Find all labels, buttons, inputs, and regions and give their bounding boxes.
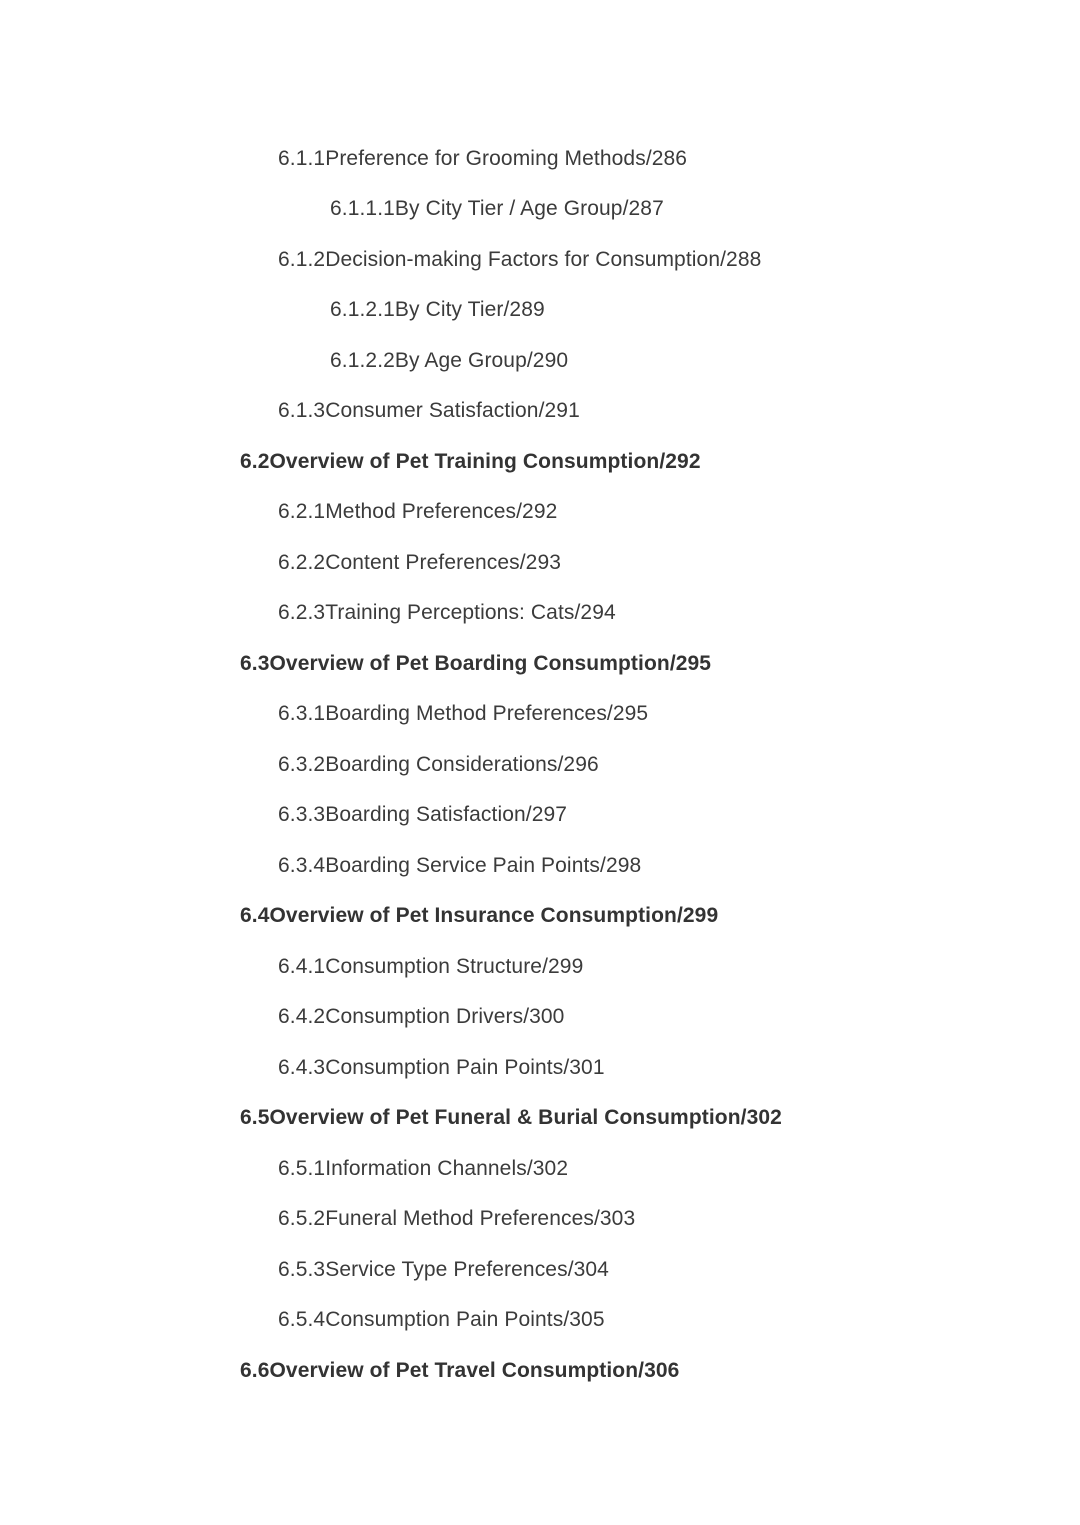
toc-entry-page: /295 xyxy=(606,702,649,726)
toc-entry-number: 6.2 xyxy=(240,449,270,473)
toc-entry-number: 6.5.4 xyxy=(278,1308,326,1332)
toc-entry-number: 6.5.3 xyxy=(278,1257,326,1281)
toc-entry xyxy=(240,285,1030,336)
toc-entry-title: By City Tier xyxy=(394,298,504,322)
toc-entry-title: Boarding Considerations xyxy=(325,752,558,776)
toc-entry-page: /296 xyxy=(557,752,599,776)
toc-entry xyxy=(240,1295,1030,1346)
toc-entry-page: /306 xyxy=(638,1358,680,1382)
toc-entry-title: Training Perceptions: Cats xyxy=(325,601,575,625)
toc-entry xyxy=(240,537,1030,588)
toc-entry-number: 6.1.2.2 xyxy=(330,348,395,372)
toc-entry-number: 6.5.2 xyxy=(278,1207,326,1231)
toc-entry-title: Consumer Satisfaction xyxy=(325,399,539,423)
toc-entry-title: Consumption Drivers xyxy=(325,1005,524,1029)
toc-entry-number: 6.6 xyxy=(240,1358,270,1382)
toc-entry-page: /287 xyxy=(622,197,664,221)
toc-entry-title: Consumption Structure xyxy=(325,954,543,978)
toc-entry-title: By City Tier / Age Group xyxy=(394,197,623,221)
toc-entry xyxy=(240,335,1030,386)
toc-entry-number: 6.1.2 xyxy=(278,247,326,271)
toc-entry-number: 6.3.4 xyxy=(278,853,326,877)
table-of-contents xyxy=(240,133,1030,1396)
toc-entry-page: /304 xyxy=(567,1257,609,1281)
toc-entry-title: Overview of Pet Funeral & Burial Consumption xyxy=(269,1106,741,1130)
toc-entry-number: 6.1.3 xyxy=(278,399,326,423)
toc-entry-number: 6.4.2 xyxy=(278,1005,326,1029)
toc-entry-title: By Age Group xyxy=(394,348,527,372)
toc-entry-number: 6.3.3 xyxy=(278,803,326,827)
toc-entry-title: Boarding Service Pain Points xyxy=(325,853,601,877)
toc-entry-number: 6.2.1 xyxy=(278,500,326,524)
toc-entry-page: /288 xyxy=(720,247,762,271)
toc-entry xyxy=(240,386,1030,437)
toc-entry-page: /303 xyxy=(593,1207,636,1231)
toc-entry xyxy=(240,739,1030,790)
toc-entry-title: Service Type Preferences xyxy=(325,1257,568,1281)
toc-entry-page: /290 xyxy=(526,348,569,372)
toc-entry-number: 6.2.3 xyxy=(278,601,326,625)
toc-entry-page: /299 xyxy=(676,904,719,928)
toc-entry-number: 6.4 xyxy=(240,904,270,928)
toc-entry-number: 6.3.2 xyxy=(278,752,326,776)
toc-entry xyxy=(240,487,1030,538)
toc-entry xyxy=(240,790,1030,841)
toc-entry-number: 6.1.1.1 xyxy=(330,197,395,221)
toc-entry-page: /294 xyxy=(574,601,616,625)
toc-entry-title: Decision-making Factors for Consumption xyxy=(325,247,721,271)
toc-entry-title: Information Channels xyxy=(325,1156,527,1180)
toc-entry-number: 6.5 xyxy=(240,1106,270,1130)
toc-entry-number: 6.4.1 xyxy=(278,954,326,978)
toc-entry-number: 6.2.2 xyxy=(278,550,326,574)
toc-entry xyxy=(240,234,1030,285)
toc-entry-title: Preference for Grooming Methods xyxy=(325,146,646,170)
toc-entry-page: /301 xyxy=(563,1055,605,1079)
toc-entry-number: 6.3.1 xyxy=(278,702,326,726)
toc-entry xyxy=(240,1042,1030,1093)
toc-entry xyxy=(240,184,1030,235)
toc-entry-number: 6.1.1 xyxy=(278,146,326,170)
toc-entry-page: /286 xyxy=(645,146,688,170)
toc-entry-page: /297 xyxy=(525,803,568,827)
toc-entry-title: Funeral Method Preferences xyxy=(325,1207,594,1231)
toc-entry-page: /292 xyxy=(516,500,558,524)
toc-entry xyxy=(240,1244,1030,1295)
toc-entry-page: /295 xyxy=(669,651,712,675)
toc-entry-title: Method Preferences xyxy=(325,500,517,524)
toc-entry xyxy=(240,992,1030,1043)
toc-entry xyxy=(240,133,1030,184)
toc-entry-page: /300 xyxy=(523,1005,565,1029)
toc-entry-page: /305 xyxy=(563,1308,605,1332)
toc-entry-number: 6.5.1 xyxy=(278,1156,326,1180)
toc-entry xyxy=(240,941,1030,992)
toc-entry-title: Overview of Pet Travel Consumption xyxy=(269,1358,639,1382)
toc-entry-page: /298 xyxy=(600,853,642,877)
toc-entry xyxy=(240,638,1030,689)
toc-entry xyxy=(240,840,1030,891)
toc-entry-page: /302 xyxy=(526,1156,569,1180)
toc-entry-title: Overview of Pet Insurance Consumption xyxy=(269,904,677,928)
toc-entry-title: Consumption Pain Points xyxy=(325,1308,564,1332)
toc-entry xyxy=(240,1093,1030,1144)
toc-entry-title: Overview of Pet Training Consumption xyxy=(269,449,660,473)
toc-entry-page: /299 xyxy=(542,954,584,978)
toc-entry-page: /302 xyxy=(740,1106,782,1130)
toc-entry xyxy=(240,1143,1030,1194)
toc-entry-page: /293 xyxy=(519,550,562,574)
toc-entry xyxy=(240,891,1030,942)
toc-entry-number: 6.4.3 xyxy=(278,1055,326,1079)
toc-entry xyxy=(240,436,1030,487)
toc-entry-title: Content Preferences xyxy=(325,550,520,574)
toc-entry xyxy=(240,689,1030,740)
toc-entry-title: Consumption Pain Points xyxy=(325,1055,564,1079)
toc-entry xyxy=(240,1194,1030,1245)
toc-entry-title: Boarding Satisfaction xyxy=(325,803,526,827)
toc-entry-page: /291 xyxy=(538,399,580,423)
toc-entry-number: 6.3 xyxy=(240,651,270,675)
toc-entry xyxy=(240,588,1030,639)
toc-entry-page: /289 xyxy=(503,298,545,322)
toc-entry-title: Overview of Pet Boarding Consumption xyxy=(269,651,670,675)
toc-entry-number: 6.1.2.1 xyxy=(330,298,395,322)
toc-entry-title: Boarding Method Preferences xyxy=(325,702,607,726)
toc-entry-page: /292 xyxy=(659,449,701,473)
toc-entry xyxy=(240,1345,1030,1396)
